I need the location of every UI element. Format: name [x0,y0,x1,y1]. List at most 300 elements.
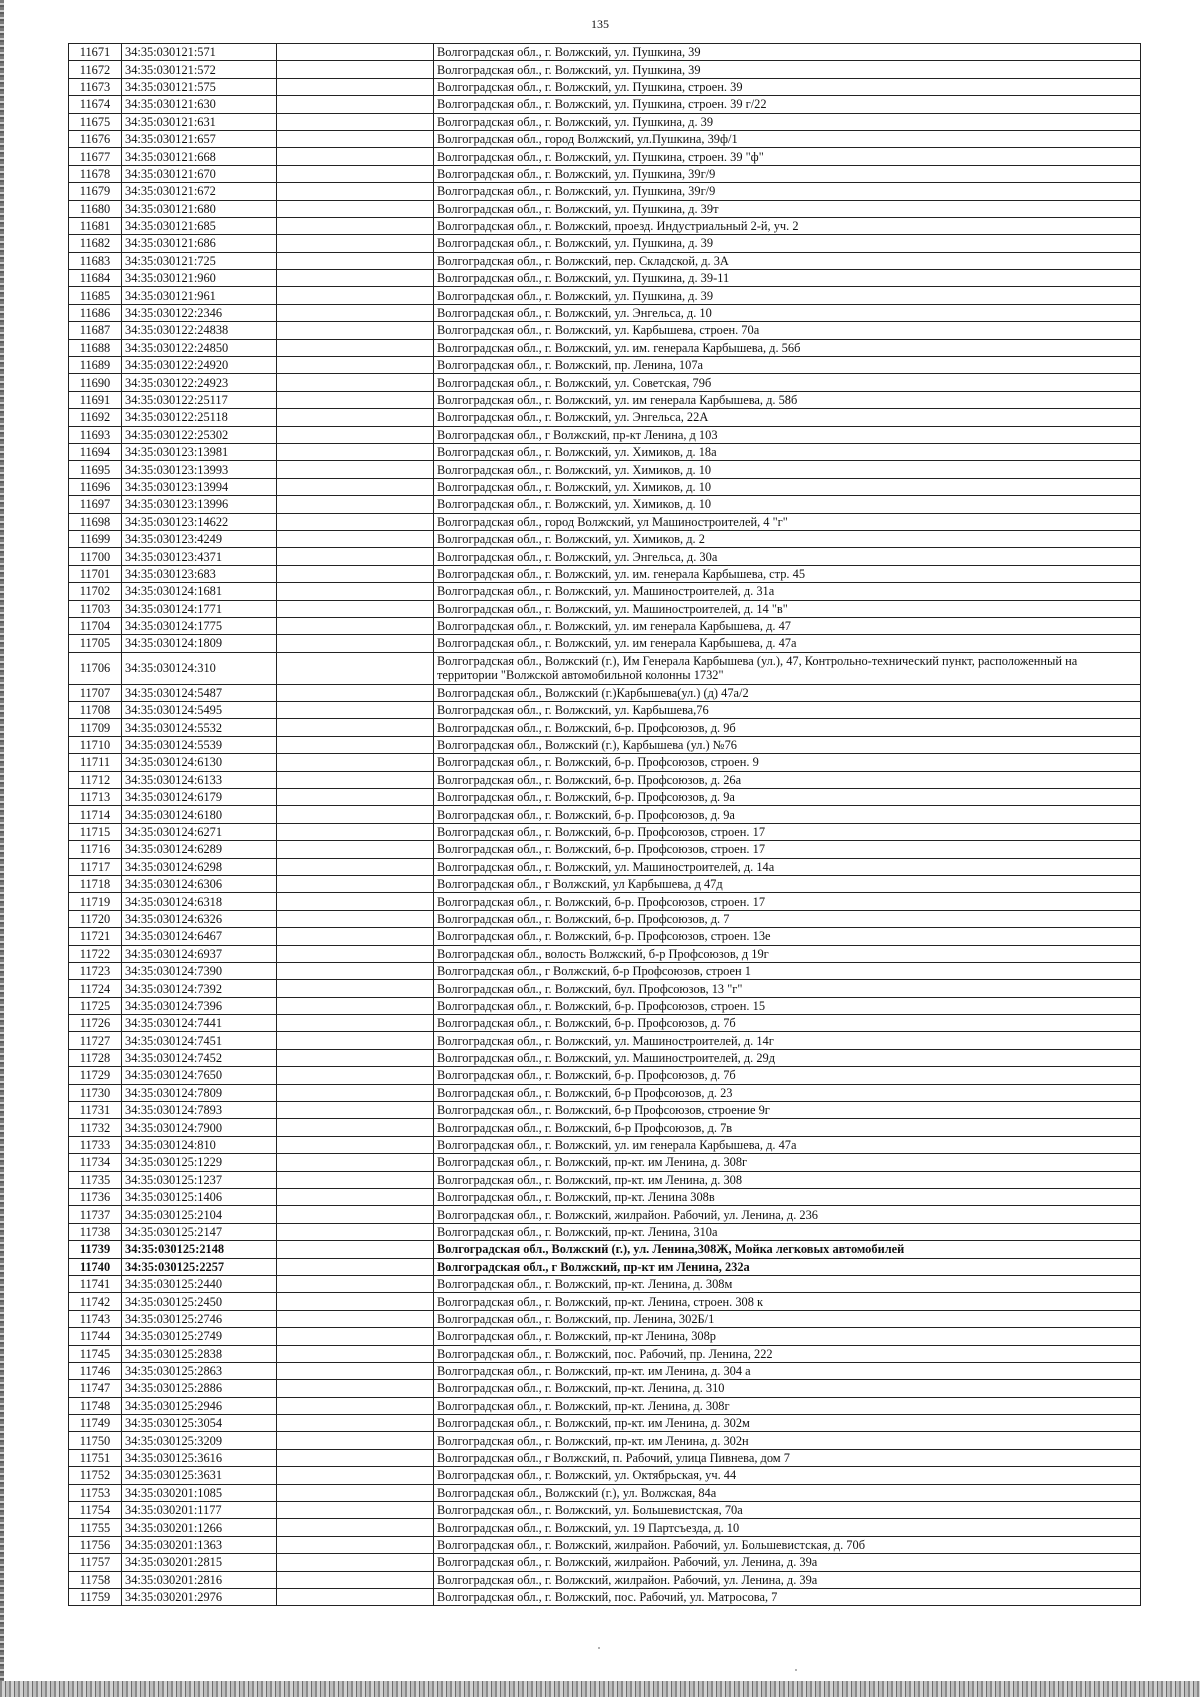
empty-cell [277,1362,434,1379]
cadastral-number-cell: 34:35:030121:668 [122,148,277,165]
cadastral-number-cell: 34:35:030125:1237 [122,1171,277,1188]
row-number-cell: 11708 [69,702,122,719]
row-number-cell: 11697 [69,496,122,513]
table-row [69,1362,1141,1379]
address-cell: Волгоградская обл., г. Волжский, б-р. Профсоюзов, д. 9а [434,789,1141,806]
empty-cell [277,1536,434,1553]
cadastral-number-cell: 34:35:030124:5532 [122,719,277,736]
table-row [69,1484,1141,1501]
cadastral-number-cell: 34:35:030122:24923 [122,374,277,391]
table-row [69,1588,1141,1605]
row-number-cell: 11674 [69,96,122,113]
empty-cell [277,426,434,443]
empty-cell [277,78,434,95]
cadastral-number-cell: 34:35:030124:6318 [122,893,277,910]
row-number-cell: 11755 [69,1519,122,1536]
address-cell: Волгоградская обл., волость Волжский, б-р Профсоюзов, д 19г [434,945,1141,962]
table-row [69,78,1141,95]
cadastral-number-cell: 34:35:030124:7900 [122,1119,277,1136]
cadastral-number-cell: 34:35:030124:1809 [122,635,277,652]
address-cell: Волгоградская обл., г. Волжский, ул. Советская, 79б [434,374,1141,391]
address-cell: Волгоградская обл., г. Волжский, б-р. Профсоюзов, д. 7б [434,1015,1141,1032]
cadastral-number-cell: 34:35:030122:24920 [122,357,277,374]
empty-cell [277,684,434,701]
row-number-cell: 11736 [69,1189,122,1206]
empty-cell [277,1467,434,1484]
address-cell: Волгоградская обл., г. Волжский, б-р. Профсоюзов, д. 9б [434,719,1141,736]
address-cell: Волгоградская обл., г. Волжский, б-р. Профсоюзов, строен. 13е [434,928,1141,945]
row-number-cell: 11730 [69,1084,122,1101]
address-cell: Волгоградская обл., г. Волжский, ул. Энгельса, д. 30а [434,548,1141,565]
empty-cell [277,1345,434,1362]
empty-cell [277,287,434,304]
address-cell: Волгоградская обл., г. Волжский, ул. Пушкина, строен. 39 [434,78,1141,95]
row-number-cell: 11756 [69,1536,122,1553]
row-number-cell: 11688 [69,339,122,356]
table-row [69,1049,1141,1066]
row-number-cell: 11746 [69,1362,122,1379]
table-row [69,1432,1141,1449]
table-row [69,339,1141,356]
address-cell: Волгоградская обл., г. Волжский, б-р Профсоюзов, д. 23 [434,1084,1141,1101]
cadastral-number-cell: 34:35:030124:6179 [122,789,277,806]
row-number-cell: 11745 [69,1345,122,1362]
table-row [69,1380,1141,1397]
row-number-cell: 11675 [69,113,122,130]
empty-cell [277,1032,434,1049]
cadastral-number-cell: 34:35:030201:1177 [122,1502,277,1519]
cadastral-number-cell: 34:35:030125:2863 [122,1362,277,1379]
table-row [69,910,1141,927]
cadastral-number-cell: 34:35:030124:310 [122,652,277,684]
table-row [69,130,1141,147]
table-row [69,1328,1141,1345]
address-cell: Волгоградская обл., г. Волжский, ул. Пушкина, д. 39-11 [434,270,1141,287]
row-number-cell: 11711 [69,754,122,771]
cadastral-number-cell: 34:35:030123:13993 [122,461,277,478]
cadastral-number-cell: 34:35:030125:2746 [122,1310,277,1327]
cadastral-number-cell: 34:35:030201:1363 [122,1536,277,1553]
table-row [69,841,1141,858]
table-row [69,1084,1141,1101]
table-row [69,1449,1141,1466]
table-row [69,1519,1141,1536]
cadastral-number-cell: 34:35:030124:6130 [122,754,277,771]
cadastral-number-cell: 34:35:030121:572 [122,61,277,78]
row-number-cell: 11758 [69,1571,122,1588]
table-row [69,270,1141,287]
empty-cell [277,513,434,530]
table-row [69,1015,1141,1032]
row-number-cell: 11671 [69,44,122,61]
cadastral-number-cell: 34:35:030124:7390 [122,962,277,979]
address-cell: Волгоградская обл., г. Волжский, ул. им генерала Карбышева, д. 47 [434,617,1141,634]
row-number-cell: 11714 [69,806,122,823]
address-cell: Волгоградская обл., г. Волжский, ул. Пушкина, строен. 39 "ф" [434,148,1141,165]
empty-cell [277,1432,434,1449]
address-cell: Волгоградская обл., г. Волжский, пр-кт Ленина, 308р [434,1328,1141,1345]
empty-cell [277,339,434,356]
cadastral-number-cell: 34:35:030122:25302 [122,426,277,443]
address-cell: Волгоградская обл., г. Волжский, ул. Пушкина, 39г/9 [434,183,1141,200]
table-row [69,61,1141,78]
empty-cell [277,1154,434,1171]
row-number-cell: 11717 [69,858,122,875]
table-row [69,617,1141,634]
row-number-cell: 11742 [69,1293,122,1310]
address-cell: Волгоградская обл., Волжский (г.), Карбышева (ул.) №76 [434,736,1141,753]
address-cell: Волгоградская обл., г. Волжский, б-р. Профсоюзов, д. 7б [434,1067,1141,1084]
cadastral-number-cell: 34:35:030124:6289 [122,841,277,858]
table-row [69,771,1141,788]
table-row [69,684,1141,701]
row-number-cell: 11703 [69,600,122,617]
cadastral-number-cell: 34:35:030124:6180 [122,806,277,823]
address-cell: Волгоградская обл., г. Волжский, пр-кт. Ленина, 310а [434,1223,1141,1240]
empty-cell [277,44,434,61]
empty-cell [277,357,434,374]
empty-cell [277,183,434,200]
table-row [69,754,1141,771]
table-row [69,478,1141,495]
address-cell: Волгоградская обл., г. Волжский, ул. Химиков, д. 10 [434,496,1141,513]
row-number-cell: 11757 [69,1554,122,1571]
address-cell: Волгоградская обл., г. Волжский, ул. Энгельса, д. 10 [434,304,1141,321]
table-row [69,652,1141,684]
cadastral-number-cell: 34:35:030201:1266 [122,1519,277,1536]
address-cell: Волгоградская обл., г Волжский, п. Рабочий, улица Пивнева, дом 7 [434,1449,1141,1466]
address-cell: Волгоградская обл., г. Волжский, ул. Карбышева, строен. 70а [434,322,1141,339]
cadastral-number-cell: 34:35:030125:2440 [122,1275,277,1292]
address-cell: Волгоградская обл., г. Волжский, пр-кт. им Ленина, д. 308г [434,1154,1141,1171]
address-cell: Волгоградская обл., г Волжский, пр-кт им Ленина, 232а [434,1258,1141,1275]
row-number-cell: 11722 [69,945,122,962]
scan-left-edge [0,0,4,1697]
cadastral-number-cell: 34:35:030124:7441 [122,1015,277,1032]
empty-cell [277,113,434,130]
empty-cell [277,841,434,858]
row-number-cell: 11732 [69,1119,122,1136]
cadastral-number-cell: 34:35:030123:13994 [122,478,277,495]
row-number-cell: 11748 [69,1397,122,1414]
address-cell: Волгоградская обл., г. Волжский, ул. им генерала Карбышева, д. 47а [434,1136,1141,1153]
table-row [69,548,1141,565]
address-cell: Волгоградская обл., г. Волжский, ул. Карбышева,76 [434,702,1141,719]
table-row [69,113,1141,130]
row-number-cell: 11759 [69,1588,122,1605]
cadastral-number-cell: 34:35:030123:13981 [122,443,277,460]
address-cell: Волгоградская обл., г. Волжский, ул. Пушкина, д. 39 [434,235,1141,252]
cadastral-number-cell: 34:35:030124:6133 [122,771,277,788]
table-row [69,635,1141,652]
row-number-cell: 11749 [69,1415,122,1432]
cadastral-number-cell: 34:35:030124:6271 [122,823,277,840]
cadastral-number-cell: 34:35:030121:670 [122,165,277,182]
table-row [69,719,1141,736]
row-number-cell: 11692 [69,409,122,426]
cadastral-number-cell: 34:35:030123:4249 [122,530,277,547]
address-cell: Волгоградская обл., г. Волжский, ул. Пушкина, д. 39т [434,200,1141,217]
table-row [69,530,1141,547]
empty-cell [277,617,434,634]
table-row [69,496,1141,513]
table-row [69,357,1141,374]
address-cell: Волгоградская обл., г. Волжский, ул. 19 Партсъезда, д. 10 [434,1519,1141,1536]
row-number-cell: 11705 [69,635,122,652]
table-row [69,183,1141,200]
row-number-cell: 11680 [69,200,122,217]
empty-cell [277,96,434,113]
row-number-cell: 11701 [69,565,122,582]
row-number-cell: 11738 [69,1223,122,1240]
empty-cell [277,130,434,147]
address-cell: Волгоградская обл., г. Волжский, б-р. Профсоюзов, строен. 17 [434,841,1141,858]
address-cell: Волгоградская обл., г. Волжский, ул. Химиков, д. 2 [434,530,1141,547]
cadastral-number-cell: 34:35:030121:631 [122,113,277,130]
address-cell: Волгоградская обл., г. Волжский, пр-кт. Ленина, д. 308г [434,1397,1141,1414]
table-row [69,945,1141,962]
cadastral-number-cell: 34:35:030125:2147 [122,1223,277,1240]
cadastral-number-cell: 34:35:030125:2749 [122,1328,277,1345]
row-number-cell: 11678 [69,165,122,182]
empty-cell [277,1015,434,1032]
cadastral-number-cell: 34:35:030121:686 [122,235,277,252]
empty-cell [277,461,434,478]
table-row [69,1397,1141,1414]
address-cell: Волгоградская обл., г. Волжский, б-р. Профсоюзов, строен. 9 [434,754,1141,771]
empty-cell [277,1554,434,1571]
empty-cell [277,1519,434,1536]
address-cell: Волгоградская обл., г. Волжский, б-р. Профсоюзов, строен. 17 [434,893,1141,910]
cadastral-number-cell: 34:35:030121:630 [122,96,277,113]
address-cell: Волгоградская обл., г. Волжский, ул. Пушкина, д. 39 [434,287,1141,304]
address-cell: Волгоградская обл., г. Волжский, ул. Пушкина, 39 [434,44,1141,61]
empty-cell [277,858,434,875]
empty-cell [277,1171,434,1188]
cadastral-number-cell: 34:35:030124:7392 [122,980,277,997]
cadastral-number-cell: 34:35:030123:14622 [122,513,277,530]
address-cell: Волгоградская обл., г. Волжский, ул. Машиностроителей, д. 14г [434,1032,1141,1049]
cadastral-registry-table [68,43,1141,1606]
row-number-cell: 11721 [69,928,122,945]
scan-speck [795,1669,797,1671]
table-row [69,702,1141,719]
empty-cell [277,893,434,910]
empty-cell [277,719,434,736]
row-number-cell: 11704 [69,617,122,634]
empty-cell [277,1415,434,1432]
table-row [69,736,1141,753]
empty-cell [277,1484,434,1501]
empty-cell [277,635,434,652]
address-cell: Волгоградская обл., г. Волжский, ул. Машиностроителей, д. 14а [434,858,1141,875]
row-number-cell: 11740 [69,1258,122,1275]
page-number: 135 [591,17,609,31]
address-cell: Волгоградская обл., г. Волжский, ул. Машиностроителей, д. 14 "в" [434,600,1141,617]
row-number-cell: 11744 [69,1328,122,1345]
cadastral-number-cell: 34:35:030122:25118 [122,409,277,426]
table-row [69,1119,1141,1136]
empty-cell [277,962,434,979]
table-row [69,1293,1141,1310]
table-row [69,391,1141,408]
table-row [69,1345,1141,1362]
cadastral-number-cell: 34:35:030122:25117 [122,391,277,408]
empty-cell [277,1571,434,1588]
cadastral-number-cell: 34:35:030124:7396 [122,997,277,1014]
address-cell: Волгоградская обл., Волжский (г.), ул. Ленина,308Ж, Мойка легковых автомобилей [434,1241,1141,1258]
empty-cell [277,496,434,513]
row-number-cell: 11707 [69,684,122,701]
cadastral-number-cell: 34:35:030125:2450 [122,1293,277,1310]
table-row [69,217,1141,234]
empty-cell [277,600,434,617]
address-cell: Волгоградская обл., г. Волжский, б-р Профсоюзов, д. 7в [434,1119,1141,1136]
address-cell: Волгоградская обл., г. Волжский, ул. им генерала Карбышева, д. 58б [434,391,1141,408]
row-number-cell: 11739 [69,1241,122,1258]
empty-cell [277,702,434,719]
empty-cell [277,548,434,565]
empty-cell [277,1084,434,1101]
row-number-cell: 11700 [69,548,122,565]
table-row [69,1415,1141,1432]
empty-cell [277,997,434,1014]
row-number-cell: 11718 [69,875,122,892]
address-cell: Волгоградская обл., г. Волжский, б-р. Профсоюзов, строен. 15 [434,997,1141,1014]
row-number-cell: 11734 [69,1154,122,1171]
cadastral-number-cell: 34:35:030121:571 [122,44,277,61]
row-number-cell: 11750 [69,1432,122,1449]
row-number-cell: 11729 [69,1067,122,1084]
table-row [69,1275,1141,1292]
cadastral-number-cell: 34:35:030122:2346 [122,304,277,321]
row-number-cell: 11699 [69,530,122,547]
row-number-cell: 11731 [69,1102,122,1119]
address-cell: Волгоградская обл., г. Волжский, ул. Химиков, д. 10 [434,461,1141,478]
row-number-cell: 11728 [69,1049,122,1066]
table-row [69,148,1141,165]
address-cell: Волгоградская обл., г. Волжский, бул. Профсоюзов, 13 "г" [434,980,1141,997]
empty-cell [277,754,434,771]
empty-cell [277,530,434,547]
table-row [69,426,1141,443]
table-row [69,513,1141,530]
address-cell: Волгоградская обл., г. Волжский, пос. Рабочий, пр. Ленина, 222 [434,1345,1141,1362]
row-number-cell: 11673 [69,78,122,95]
row-number-cell: 11684 [69,270,122,287]
empty-cell [277,1223,434,1240]
address-cell: Волгоградская обл., г. Волжский, ул. им. генерала Карбышева, стр. 45 [434,565,1141,582]
cadastral-number-cell: 34:35:030121:657 [122,130,277,147]
cadastral-number-cell: 34:35:030124:5539 [122,736,277,753]
address-cell: Волгоградская обл., г. Волжский, б-р. Профсоюзов, д. 9а [434,806,1141,823]
address-cell: Волгоградская обл., г. Волжский, ул. Пушкина, 39г/9 [434,165,1141,182]
table-row [69,1102,1141,1119]
row-number-cell: 11695 [69,461,122,478]
row-number-cell: 11698 [69,513,122,530]
table-row [69,1206,1141,1223]
table-row [69,928,1141,945]
cadastral-number-cell: 34:35:030125:2946 [122,1397,277,1414]
table-row [69,1154,1141,1171]
empty-cell [277,1397,434,1414]
empty-cell [277,565,434,582]
address-cell: Волгоградская обл., г. Волжский, пр. Ленина, 302Б/1 [434,1310,1141,1327]
address-cell: Волгоградская обл., г. Волжский, пр. Ленина, 107а [434,357,1141,374]
table-row [69,1067,1141,1084]
row-number-cell: 11724 [69,980,122,997]
row-number-cell: 11685 [69,287,122,304]
empty-cell [277,1119,434,1136]
empty-cell [277,443,434,460]
cadastral-number-cell: 34:35:030125:3616 [122,1449,277,1466]
row-number-cell: 11709 [69,719,122,736]
table-row [69,1571,1141,1588]
cadastral-number-cell: 34:35:030124:7893 [122,1102,277,1119]
table-row [69,96,1141,113]
empty-cell [277,771,434,788]
cadastral-number-cell: 34:35:030201:2815 [122,1554,277,1571]
empty-cell [277,270,434,287]
empty-cell [277,322,434,339]
empty-cell [277,875,434,892]
address-cell: Волгоградская обл., Волжский (г.), ул. Волжская, 84а [434,1484,1141,1501]
row-number-cell: 11686 [69,304,122,321]
table-row [69,461,1141,478]
empty-cell [277,1310,434,1327]
empty-cell [277,1502,434,1519]
address-cell: Волгоградская обл., г. Волжский, жилрайон. Рабочий, ул. Большевистская, д. 70б [434,1536,1141,1553]
address-cell: Волгоградская обл., г. Волжский, пр-кт. Ленина, строен. 308 к [434,1293,1141,1310]
table-row [69,600,1141,617]
cadastral-number-cell: 34:35:030122:24850 [122,339,277,356]
row-number-cell: 11754 [69,1502,122,1519]
cadastral-number-cell: 34:35:030125:1229 [122,1154,277,1171]
row-number-cell: 11687 [69,322,122,339]
table-row [69,1310,1141,1327]
address-cell: Волгоградская обл., г. Волжский, пр-кт. им Ленина, д. 302н [434,1432,1141,1449]
row-number-cell: 11735 [69,1171,122,1188]
row-number-cell: 11743 [69,1310,122,1327]
empty-cell [277,1189,434,1206]
row-number-cell: 11753 [69,1484,122,1501]
address-cell: Волгоградская обл., город Волжский, ул.Пушкина, 39ф/1 [434,130,1141,147]
row-number-cell: 11682 [69,235,122,252]
table-row [69,893,1141,910]
empty-cell [277,200,434,217]
address-cell: Волгоградская обл., г. Волжский, ул. Пушкина, строен. 39 г/22 [434,96,1141,113]
row-number-cell: 11696 [69,478,122,495]
row-number-cell: 11747 [69,1380,122,1397]
address-cell: Волгоградская обл., Волжский (г.)Карбышева(ул.) (д) 47а/2 [434,684,1141,701]
address-cell: Волгоградская обл., г. Волжский, ул. Пушкина, 39 [434,61,1141,78]
empty-cell [277,235,434,252]
row-number-cell: 11694 [69,443,122,460]
address-cell: Волгоградская обл., г. Волжский, ул. Машиностроителей, д. 29д [434,1049,1141,1066]
row-number-cell: 11726 [69,1015,122,1032]
address-cell: Волгоградская обл., г. Волжский, проезд. Индустриальный 2-й, уч. 2 [434,217,1141,234]
table-row [69,252,1141,269]
empty-cell [277,165,434,182]
address-cell: Волгоградская обл., г. Волжский, ул. Октябрьская, уч. 44 [434,1467,1141,1484]
table-row [69,235,1141,252]
address-cell: Волгоградская обл., г. Волжский, пр-кт. им Ленина, д. 308 [434,1171,1141,1188]
address-cell: Волгоградская обл., г. Волжский, ул. Большевистская, 70а [434,1502,1141,1519]
row-number-cell: 11716 [69,841,122,858]
row-number-cell: 11691 [69,391,122,408]
table-row [69,565,1141,582]
cadastral-number-cell: 34:35:030121:685 [122,217,277,234]
